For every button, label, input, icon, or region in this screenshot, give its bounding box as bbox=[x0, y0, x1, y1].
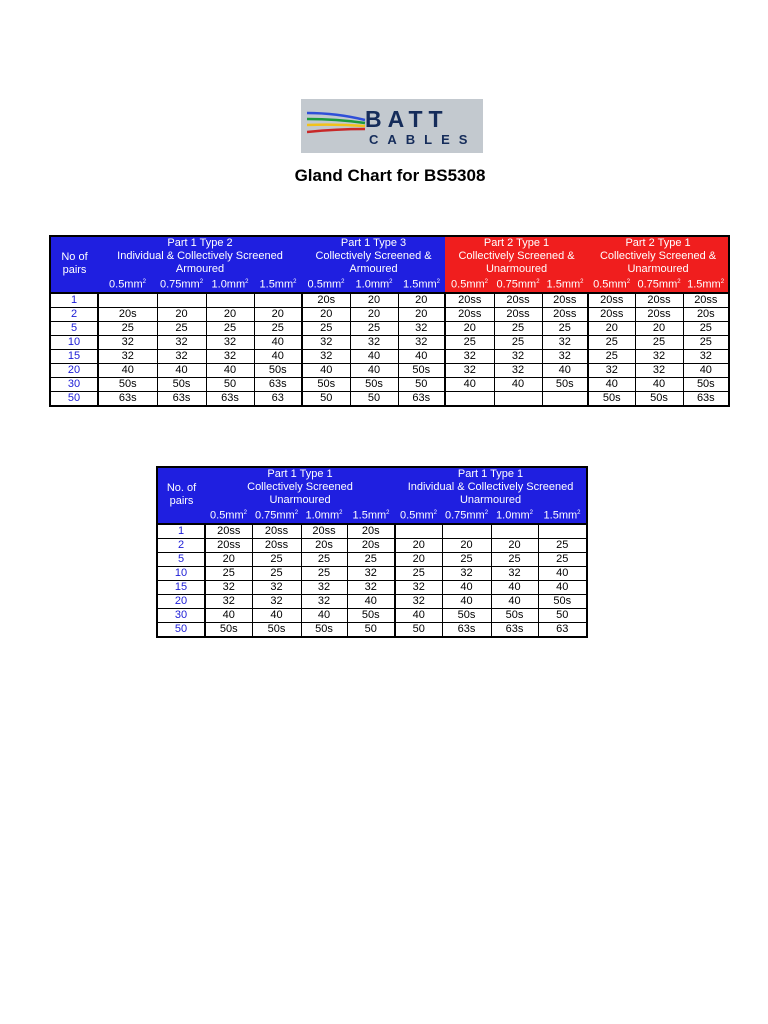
gland-size-cell bbox=[157, 293, 206, 308]
gland-size-cell: 32 bbox=[635, 349, 683, 363]
size-header: $0.5mm^2$ bbox=[302, 276, 350, 293]
gland-size-cell: 32 bbox=[635, 363, 683, 377]
group-header-line: Unarmoured bbox=[269, 494, 331, 506]
gland-size-cell: 32 bbox=[205, 594, 252, 608]
gland-size-cell: 32 bbox=[494, 363, 542, 377]
group-header-line: Individual & Collectively Screened bbox=[117, 250, 283, 262]
pairs-cell: 5 bbox=[157, 552, 205, 566]
gland-size-cell: 50s bbox=[205, 622, 252, 637]
size-label: 0.5mm bbox=[400, 509, 434, 522]
pairs-cell: 5 bbox=[50, 321, 98, 335]
group-header-line: Collectively Screened & bbox=[458, 250, 575, 262]
gland-size-cell: 50s bbox=[302, 377, 350, 391]
gland-size-cell: 32 bbox=[301, 594, 347, 608]
size-label: 0.5mm bbox=[451, 278, 485, 291]
gland-size-cell: 20 bbox=[206, 307, 254, 321]
table-row bbox=[50, 321, 729, 335]
gland-size-cell: 20s bbox=[683, 307, 729, 321]
group-header bbox=[445, 236, 588, 276]
gland-size-cell: 32 bbox=[347, 566, 395, 580]
pairs-cell: 30 bbox=[50, 377, 98, 391]
gland-size-cell: 25 bbox=[445, 335, 494, 349]
gland-size-cell: 32 bbox=[98, 349, 157, 363]
gland-size-cell: 25 bbox=[635, 335, 683, 349]
gland-size-cell: 40 bbox=[542, 363, 588, 377]
size-header: $0.75mm^2$ bbox=[252, 507, 301, 524]
size-header: $1.5mm^2$ bbox=[254, 276, 302, 293]
group-header bbox=[302, 236, 445, 276]
gland-size-cell: 50 bbox=[350, 391, 398, 406]
gland-size-cell: 32 bbox=[157, 335, 206, 349]
gland-size-cell: 50s bbox=[542, 377, 588, 391]
group-header-line: Unarmoured bbox=[459, 494, 522, 506]
group-header bbox=[588, 236, 729, 276]
gland-size-cell: 40 bbox=[395, 608, 442, 622]
size-label: 0.5mm bbox=[593, 278, 627, 291]
gland-size-cell bbox=[494, 391, 542, 406]
gland-size-cell: 32 bbox=[252, 580, 301, 594]
gland-size-cell: 40 bbox=[350, 363, 398, 377]
group-header-line: Part 1 Type 1 bbox=[267, 468, 333, 480]
gland-size-cell: 50s bbox=[347, 608, 395, 622]
gland-size-cell: 20ss bbox=[683, 293, 729, 308]
gland-size-cell: 25 bbox=[157, 321, 206, 335]
gland-size-cell: 50s bbox=[98, 377, 157, 391]
size-label: 0.75mm bbox=[159, 278, 200, 291]
gland-size-cell: 20 bbox=[350, 293, 398, 308]
page-title: Gland Chart for BS5308 bbox=[294, 166, 486, 185]
gland-size-cell: 25 bbox=[588, 335, 635, 349]
gland-size-cell: 40 bbox=[491, 594, 538, 608]
gland-size-cell: 40 bbox=[445, 377, 494, 391]
gland-size-cell: 63s bbox=[157, 391, 206, 406]
size-label: 0.75mm bbox=[637, 278, 678, 291]
gland-size-cell: 20ss bbox=[205, 524, 252, 539]
gland-size-cell: 40 bbox=[635, 377, 683, 391]
gland-size-cell: 25 bbox=[302, 321, 350, 335]
size-header: $1.5mm^2$ bbox=[542, 276, 588, 293]
gland-size-cell: 32 bbox=[350, 335, 398, 349]
logo-word-cables: CABLES bbox=[369, 132, 477, 147]
gland-size-cell: 40 bbox=[442, 594, 491, 608]
gland-size-cell: 40 bbox=[205, 608, 252, 622]
table-row bbox=[50, 293, 729, 308]
size-label: 0.75mm bbox=[496, 278, 537, 291]
group-header-line: Armoured bbox=[349, 263, 398, 275]
pairs-header-line: No. of bbox=[166, 482, 197, 495]
table-row bbox=[157, 622, 587, 637]
gland-size-cell: 50s bbox=[252, 622, 301, 637]
table-row bbox=[157, 538, 587, 552]
gland-size-cell: 40 bbox=[494, 377, 542, 391]
gland-size-cell: 20 bbox=[588, 321, 635, 335]
gland-size-cell: 32 bbox=[302, 349, 350, 363]
group-header-line: Individual & Collectively Screened bbox=[407, 481, 574, 493]
gland-size-cell: 50s bbox=[588, 391, 635, 406]
gland-size-cell: 63 bbox=[254, 391, 302, 406]
gland-size-cell: 50s bbox=[157, 377, 206, 391]
gland-size-cell: 25 bbox=[350, 321, 398, 335]
gland-size-cell: 25 bbox=[254, 321, 302, 335]
gland-size-cell: 32 bbox=[491, 566, 538, 580]
group-header-line: Part 1 Type 2 bbox=[167, 237, 233, 249]
gland-size-cell: 50s bbox=[350, 377, 398, 391]
gland-size-cell: 40 bbox=[252, 608, 301, 622]
gland-size-cell: 20 bbox=[398, 293, 445, 308]
table-row bbox=[50, 363, 729, 377]
size-label: 1.0mm bbox=[496, 509, 530, 522]
size-label: 1.0mm bbox=[305, 509, 340, 522]
gland-size-cell: 32 bbox=[347, 580, 395, 594]
size-label: 0.75mm bbox=[444, 509, 485, 522]
group-header-line: Unarmoured bbox=[627, 263, 689, 275]
gland-size-cell: 20s bbox=[302, 293, 350, 308]
size-label: 1.0mm bbox=[355, 278, 390, 291]
gland-size-cell: 20ss bbox=[252, 524, 301, 539]
size-header: $0.5mm^2$ bbox=[205, 507, 252, 524]
size-label: 1.5mm bbox=[687, 278, 721, 291]
table-row bbox=[50, 307, 729, 321]
gland-size-cell: 50s bbox=[635, 391, 683, 406]
size-header: $1.5mm^2$ bbox=[538, 507, 587, 524]
group-header-line: Collectively Screened & bbox=[315, 250, 432, 262]
gland-size-cell: 50s bbox=[398, 363, 445, 377]
gland-table-2 bbox=[156, 466, 588, 638]
gland-size-cell: 25 bbox=[252, 566, 301, 580]
gland-size-cell: 20ss bbox=[301, 524, 347, 539]
gland-size-cell: 20s bbox=[301, 538, 347, 552]
size-header: $0.75mm^2$ bbox=[442, 507, 491, 524]
size-label: 0.5mm bbox=[109, 278, 143, 291]
gland-size-cell: 20 bbox=[302, 307, 350, 321]
gland-size-cell: 20 bbox=[157, 307, 206, 321]
gland-size-cell: 32 bbox=[395, 594, 442, 608]
gland-size-cell: 40 bbox=[683, 363, 729, 377]
pairs-column-header bbox=[157, 467, 205, 524]
size-header: $0.5mm^2$ bbox=[98, 276, 157, 293]
gland-size-cell: 20 bbox=[205, 552, 252, 566]
pairs-cell: 1 bbox=[50, 293, 98, 308]
gland-size-cell: 25 bbox=[683, 321, 729, 335]
pairs-cell: 30 bbox=[157, 608, 205, 622]
gland-size-cell: 40 bbox=[588, 377, 635, 391]
size-header: $1.5mm^2$ bbox=[683, 276, 729, 293]
group-header-line: Unarmoured bbox=[485, 263, 548, 275]
gland-size-cell: 32 bbox=[301, 580, 347, 594]
gland-size-cell: 32 bbox=[206, 349, 254, 363]
pairs-cell: 2 bbox=[50, 307, 98, 321]
gland-size-cell: 20ss bbox=[542, 293, 588, 308]
pairs-cell: 10 bbox=[157, 566, 205, 580]
gland-size-cell bbox=[206, 293, 254, 308]
gland-size-cell: 50 bbox=[398, 377, 445, 391]
gland-size-cell: 20ss bbox=[542, 307, 588, 321]
gland-size-cell: 40 bbox=[98, 363, 157, 377]
gland-size-cell: 25 bbox=[442, 552, 491, 566]
size-header: $0.5mm^2$ bbox=[445, 276, 494, 293]
table-row bbox=[157, 566, 587, 580]
pairs-column-header bbox=[50, 236, 98, 293]
gland-size-cell: 32 bbox=[542, 349, 588, 363]
gland-size-cell: 20s bbox=[347, 538, 395, 552]
gland-size-cell: 25 bbox=[542, 321, 588, 335]
gland-size-cell: 50 bbox=[302, 391, 350, 406]
size-header: $1.0mm^2$ bbox=[491, 507, 538, 524]
gland-size-cell: 40 bbox=[350, 349, 398, 363]
gland-size-cell: 20ss bbox=[588, 293, 635, 308]
gland-size-cell: 32 bbox=[157, 349, 206, 363]
size-header: $0.5mm^2$ bbox=[588, 276, 635, 293]
gland-size-cell: 25 bbox=[206, 321, 254, 335]
gland-size-cell: 20 bbox=[350, 307, 398, 321]
gland-size-cell: 32 bbox=[442, 566, 491, 580]
table-row bbox=[157, 580, 587, 594]
gland-size-cell: 50s bbox=[491, 608, 538, 622]
pairs-cell: 10 bbox=[50, 335, 98, 349]
gland-size-cell bbox=[395, 524, 442, 539]
gland-size-cell: 32 bbox=[206, 335, 254, 349]
gland-size-cell bbox=[538, 524, 587, 539]
gland-size-cell bbox=[442, 524, 491, 539]
gland-size-cell: 63s bbox=[491, 622, 538, 637]
cable-lines-icon bbox=[307, 107, 367, 137]
table-row bbox=[157, 524, 587, 539]
gland-size-cell: 50 bbox=[538, 608, 587, 622]
batt-cables-logo bbox=[301, 99, 483, 153]
gland-size-cell: 50 bbox=[347, 622, 395, 637]
gland-size-cell: 20ss bbox=[635, 293, 683, 308]
gland-size-cell: 20ss bbox=[635, 307, 683, 321]
gland-size-cell: 40 bbox=[157, 363, 206, 377]
gland-size-cell: 20 bbox=[445, 321, 494, 335]
gland-size-cell: 40 bbox=[398, 349, 445, 363]
gland-size-cell: 50 bbox=[395, 622, 442, 637]
gland-size-cell: 20ss bbox=[205, 538, 252, 552]
gland-size-cell: 20s bbox=[98, 307, 157, 321]
gland-size-cell: 25 bbox=[538, 552, 587, 566]
gland-size-cell: 40 bbox=[254, 349, 302, 363]
gland-size-cell: 20 bbox=[395, 538, 442, 552]
gland-size-cell: 40 bbox=[254, 335, 302, 349]
gland-size-cell: 32 bbox=[542, 335, 588, 349]
gland-size-cell: 25 bbox=[395, 566, 442, 580]
gland-size-cell: 40 bbox=[206, 363, 254, 377]
gland-size-cell: 25 bbox=[494, 335, 542, 349]
group-header bbox=[395, 467, 587, 507]
table-row bbox=[50, 377, 729, 391]
gland-size-cell: 50s bbox=[538, 594, 587, 608]
pairs-cell: 1 bbox=[157, 524, 205, 539]
gland-table-1 bbox=[49, 235, 730, 407]
pairs-cell: 50 bbox=[157, 622, 205, 637]
gland-size-cell: 25 bbox=[491, 552, 538, 566]
gland-size-cell: 20 bbox=[395, 552, 442, 566]
pairs-cell: 15 bbox=[50, 349, 98, 363]
pairs-cell: 50 bbox=[50, 391, 98, 406]
table-row bbox=[157, 552, 587, 566]
gland-size-cell: 32 bbox=[398, 335, 445, 349]
pairs-cell: 20 bbox=[157, 594, 205, 608]
group-header bbox=[98, 236, 302, 276]
gland-size-cell: 25 bbox=[252, 552, 301, 566]
gland-size-cell: 20ss bbox=[445, 307, 494, 321]
group-header bbox=[205, 467, 395, 507]
size-header: $0.5mm^2$ bbox=[395, 507, 442, 524]
size-header: $0.75mm^2$ bbox=[635, 276, 683, 293]
group-header-line: Part 1 Type 1 bbox=[457, 468, 524, 480]
gland-size-cell: 50s bbox=[301, 622, 347, 637]
pairs-header-line: No of bbox=[61, 251, 88, 264]
size-header: $1.0mm^2$ bbox=[206, 276, 254, 293]
gland-size-cell: 32 bbox=[588, 363, 635, 377]
pairs-header-line: pairs bbox=[62, 264, 87, 277]
group-header-line: Collectively Screened bbox=[247, 481, 353, 493]
gland-size-cell: 32 bbox=[445, 349, 494, 363]
gland-size-cell: 25 bbox=[347, 552, 395, 566]
gland-size-cell: 20 bbox=[442, 538, 491, 552]
gland-size-cell: 40 bbox=[347, 594, 395, 608]
gland-size-cell bbox=[491, 524, 538, 539]
gland-size-cell: 40 bbox=[538, 566, 587, 580]
gland-size-cell: 32 bbox=[252, 594, 301, 608]
gland-size-cell: 63s bbox=[398, 391, 445, 406]
gland-size-cell: 50s bbox=[254, 363, 302, 377]
gland-size-cell: 32 bbox=[683, 349, 729, 363]
gland-size-cell: 25 bbox=[98, 321, 157, 335]
gland-size-cell: 32 bbox=[98, 335, 157, 349]
size-label: 0.5mm bbox=[210, 509, 244, 522]
pairs-cell: 15 bbox=[157, 580, 205, 594]
gland-size-cell: 50s bbox=[683, 377, 729, 391]
gland-size-cell: 63s bbox=[683, 391, 729, 406]
group-header-line: Part 2 Type 1 bbox=[625, 237, 691, 249]
gland-size-cell: 63s bbox=[206, 391, 254, 406]
gland-size-cell: 20ss bbox=[252, 538, 301, 552]
gland-size-cell: 25 bbox=[588, 349, 635, 363]
gland-size-cell: 40 bbox=[491, 580, 538, 594]
gland-size-cell: 32 bbox=[445, 363, 494, 377]
size-header: $1.5mm^2$ bbox=[398, 276, 445, 293]
gland-size-cell: 20ss bbox=[494, 307, 542, 321]
gland-size-cell: 50s bbox=[442, 608, 491, 622]
size-label: 1.5mm bbox=[546, 278, 581, 291]
gland-size-cell: 20 bbox=[254, 307, 302, 321]
size-header: $1.5mm^2$ bbox=[347, 507, 395, 524]
gland-size-cell: 63s bbox=[98, 391, 157, 406]
size-header: $1.0mm^2$ bbox=[301, 507, 347, 524]
size-label: 1.0mm bbox=[211, 278, 246, 291]
table-row bbox=[50, 391, 729, 406]
size-header: $0.75mm^2$ bbox=[157, 276, 206, 293]
size-label: 1.5mm bbox=[352, 509, 387, 522]
gland-size-cell: 20ss bbox=[494, 293, 542, 308]
gland-size-cell: 32 bbox=[494, 349, 542, 363]
gland-size-cell: 63 bbox=[538, 622, 587, 637]
pairs-header-line: pairs bbox=[169, 495, 194, 508]
size-label: 1.5mm bbox=[259, 278, 294, 291]
gland-size-cell: 25 bbox=[683, 335, 729, 349]
size-header: $1.0mm^2$ bbox=[350, 276, 398, 293]
table-row bbox=[157, 594, 587, 608]
gland-size-cell: 25 bbox=[301, 566, 347, 580]
logo-word-batt: BATT bbox=[365, 106, 449, 132]
gland-size-cell: 32 bbox=[395, 580, 442, 594]
group-header-line: Armoured bbox=[175, 263, 225, 275]
gland-size-cell bbox=[445, 391, 494, 406]
size-label: 1.5mm bbox=[543, 509, 578, 522]
gland-size-cell: 40 bbox=[302, 363, 350, 377]
table-row bbox=[157, 608, 587, 622]
gland-size-cell: 20ss bbox=[588, 307, 635, 321]
gland-size-cell bbox=[542, 391, 588, 406]
size-label: 0.5mm bbox=[307, 278, 342, 291]
table-row bbox=[50, 349, 729, 363]
gland-size-cell: 25 bbox=[301, 552, 347, 566]
table-row bbox=[50, 335, 729, 349]
pairs-cell: 20 bbox=[50, 363, 98, 377]
gland-size-cell: 40 bbox=[442, 580, 491, 594]
gland-size-cell: 25 bbox=[538, 538, 587, 552]
gland-size-cell: 20 bbox=[398, 307, 445, 321]
gland-size-cell: 50 bbox=[206, 377, 254, 391]
gland-size-cell: 20s bbox=[347, 524, 395, 539]
gland-size-cell: 32 bbox=[398, 321, 445, 335]
group-header-line: Part 2 Type 1 bbox=[483, 237, 550, 249]
pairs-cell: 2 bbox=[157, 538, 205, 552]
gland-size-cell: 32 bbox=[302, 335, 350, 349]
size-label: 1.5mm bbox=[403, 278, 437, 291]
gland-size-cell: 40 bbox=[538, 580, 587, 594]
group-header-line: Part 1 Type 3 bbox=[340, 237, 407, 249]
gland-size-cell: 25 bbox=[205, 566, 252, 580]
gland-size-cell bbox=[98, 293, 157, 308]
gland-size-cell: 63s bbox=[442, 622, 491, 637]
gland-size-cell: 40 bbox=[301, 608, 347, 622]
gland-size-cell: 20 bbox=[491, 538, 538, 552]
gland-size-cell: 25 bbox=[494, 321, 542, 335]
size-header: $0.75mm^2$ bbox=[494, 276, 542, 293]
gland-size-cell: 20ss bbox=[445, 293, 494, 308]
group-header-line: Collectively Screened & bbox=[599, 250, 717, 262]
gland-size-cell: 63s bbox=[254, 377, 302, 391]
gland-size-cell: 20 bbox=[635, 321, 683, 335]
size-label: 0.75mm bbox=[254, 509, 295, 522]
gland-size-cell bbox=[254, 293, 302, 308]
gland-size-cell: 32 bbox=[205, 580, 252, 594]
